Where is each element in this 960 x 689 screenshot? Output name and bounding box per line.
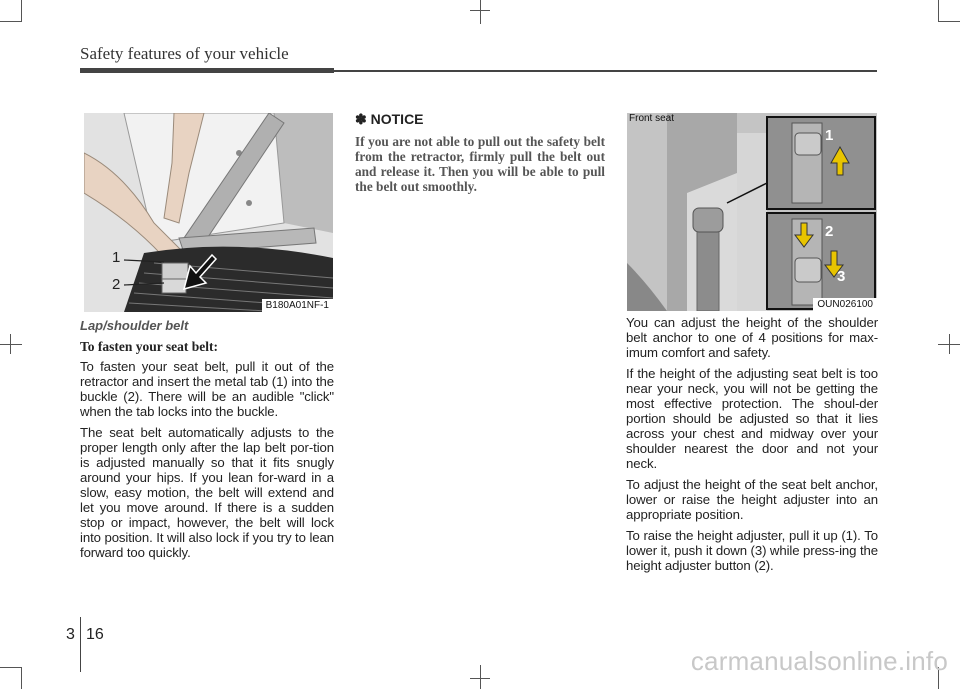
notice-box (355, 111, 605, 194)
header-rule-thin (334, 70, 877, 72)
page-header-title: Safety features of your vehicle (80, 44, 289, 63)
callout-2: 2 (112, 276, 121, 293)
section-subheading: Lap/shoulder belt (80, 318, 189, 333)
paragraph: If the height of the adjusting seat belt is too near your neck, you will not be getting the most effective protection. The shoul-der portion should be adjusted so that it lies across your chest and midway over your shoulder nearest the door and not your neck. (626, 366, 878, 471)
figure-code: B180A01NF-1 (262, 299, 333, 312)
paragraph: The seat belt automatically adjusts to the proper length only after the lap belt por-tion is adjusted manually so that it fits snugly around your hips. If you lean for-ward in a slow, easy motion, the belt will extend and let you move around. If there is a sudden stop or impact, however, the belt will lock into position. It will also lock if you try to lean forward too quickly. (80, 425, 334, 560)
callout-2: 2 (825, 223, 834, 240)
notice-title-text: NOTICE (370, 111, 424, 127)
seat-belt-buckle-figure (84, 113, 333, 312)
header-rule (80, 68, 334, 73)
watermark: carmanualsonline.info (690, 646, 948, 676)
height-adjuster-figure (627, 113, 877, 311)
callout-1: 1 (825, 127, 834, 144)
footer-rule (80, 617, 81, 672)
left-column-text (80, 318, 334, 566)
paragraph: To adjust the height of the seat belt anchor, lower or raise the height adjuster into an appropriate position. (626, 477, 878, 522)
paragraph: To raise the height adjuster, pull it up (1). To lower it, push it down (3) while press-ing the height adjuster button (2). (626, 528, 878, 573)
callout-3: 3 (837, 268, 846, 285)
paragraph: To fasten your seat belt, pull it out of the retractor and insert the metal tab (1) into the buckle (2). There will be an audible "click" when the tab locks into the buckle. (80, 359, 334, 419)
figure-code: OUN026100 (813, 298, 877, 311)
callout-1: 1 (112, 249, 121, 266)
section-number: 3 (66, 626, 75, 643)
notice-text: If you are not able to pull out the safety belt from the retractor, firmly pull the belt out and release it. Then you will be able to pull the belt out smoothly. (355, 134, 605, 194)
notice-title (355, 111, 605, 128)
paragraph: You can adjust the height of the shoulder belt anchor to one of 4 positions for max-imum comfort and safety. (626, 315, 878, 360)
seat-belt-buckle-illustration (84, 113, 333, 312)
right-column-text (626, 315, 878, 579)
notice-symbol: ✽ (355, 111, 367, 127)
figure-label: Front seat (629, 113, 675, 124)
instruction-heading: To fasten your seat belt: (80, 339, 218, 354)
page-number: 16 (86, 626, 104, 643)
